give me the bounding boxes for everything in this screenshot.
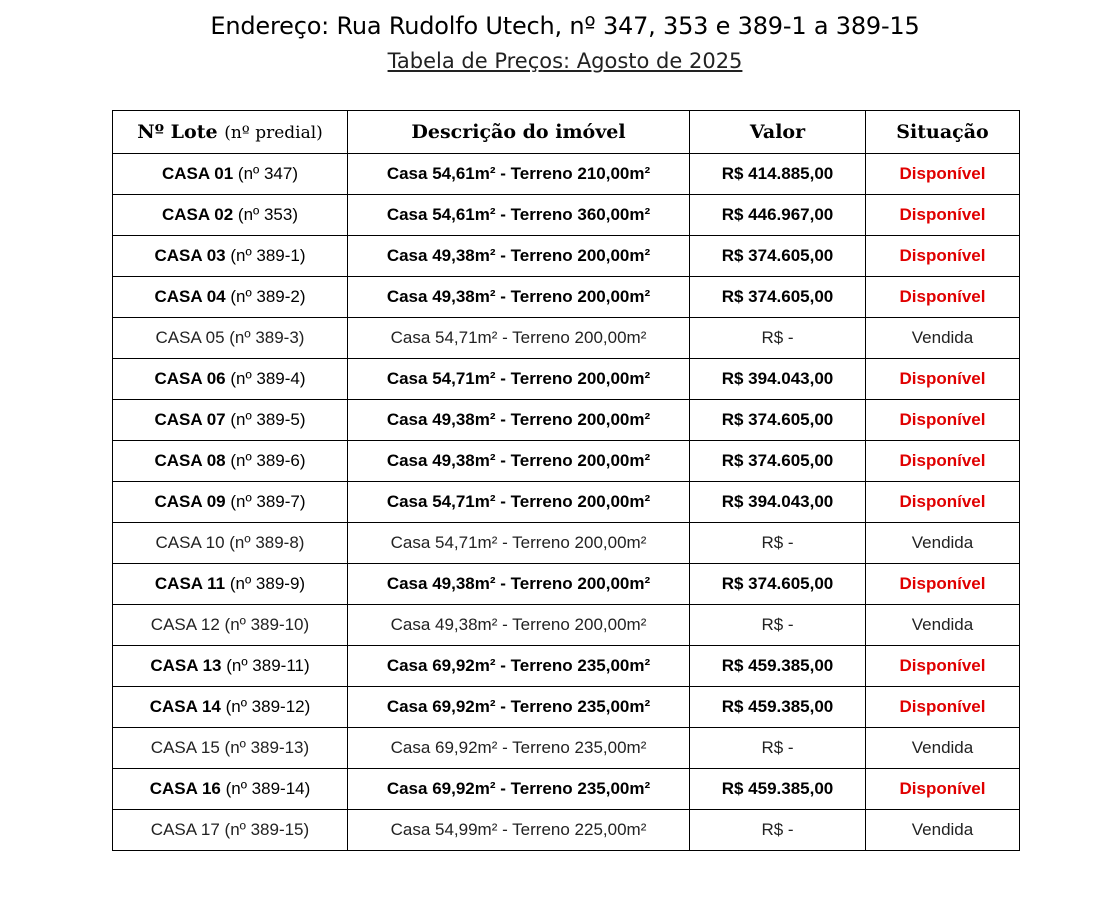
- lote-cell: [113, 195, 348, 236]
- descricao-cell: Casa 49,38m² - Terreno 200,00m²: [348, 277, 690, 318]
- lote-cell: [113, 564, 348, 605]
- situacao-cell: Disponível: [866, 154, 1020, 195]
- lote-cell: [113, 318, 348, 359]
- lote-casa: CASA 04: [154, 287, 226, 306]
- lote-predial: (nº 389-3): [229, 328, 305, 347]
- lote-predial: (nº 389-2): [230, 287, 306, 306]
- lote-predial: (nº 347): [237, 164, 298, 183]
- table-row: [113, 646, 1020, 687]
- table-row: [113, 195, 1020, 236]
- lote-predial: (nº 389-11): [226, 656, 310, 675]
- lote-casa: CASA 09: [154, 492, 226, 511]
- descricao-cell: Casa 69,92m² - Terreno 235,00m²: [348, 769, 690, 810]
- lote-predial: (nº 389-14): [225, 779, 311, 798]
- lote-cell: [113, 523, 348, 564]
- lote-casa: CASA 16: [149, 779, 221, 798]
- lote-predial: (nº 389-6): [230, 451, 306, 470]
- lote-cell: [113, 400, 348, 441]
- valor-cell: R$ 459.385,00: [690, 769, 866, 810]
- lote-predial: (nº 389-1): [230, 246, 306, 265]
- table-row: [113, 441, 1020, 482]
- situacao-cell: Vendida: [866, 810, 1020, 851]
- valor-cell: R$ 394.043,00: [690, 482, 866, 523]
- header-descricao: Descrição do imóvel: [348, 111, 690, 154]
- descricao-cell: Casa 54,99m² - Terreno 225,00m²: [348, 810, 690, 851]
- valor-cell: R$ 459.385,00: [690, 646, 866, 687]
- valor-cell: R$ 446.967,00: [690, 195, 866, 236]
- valor-cell: R$ -: [690, 810, 866, 851]
- header-lote: [113, 111, 348, 154]
- situacao-cell: Disponível: [866, 359, 1020, 400]
- lote-cell: [113, 605, 348, 646]
- lote-predial: (nº 389-12): [225, 697, 311, 716]
- lote-predial: (nº 389-8): [229, 533, 305, 552]
- table-row: [113, 564, 1020, 605]
- table-row: [113, 687, 1020, 728]
- situacao-cell: Disponível: [866, 482, 1020, 523]
- valor-cell: R$ 394.043,00: [690, 359, 866, 400]
- table-row: [113, 318, 1020, 359]
- lote-cell: [113, 810, 348, 851]
- lote-casa: CASA 08: [154, 451, 226, 470]
- valor-cell: R$ 374.605,00: [690, 441, 866, 482]
- valor-cell: R$ 374.605,00: [690, 236, 866, 277]
- table-row: [113, 154, 1020, 195]
- situacao-cell: Vendida: [866, 318, 1020, 359]
- table-row: [113, 482, 1020, 523]
- lote-casa: CASA 07: [154, 410, 226, 429]
- valor-cell: R$ -: [690, 318, 866, 359]
- lote-cell: [113, 154, 348, 195]
- table-row: [113, 605, 1020, 646]
- valor-cell: R$ 374.605,00: [690, 564, 866, 605]
- lote-casa: CASA 06: [154, 369, 226, 388]
- situacao-cell: Disponível: [866, 441, 1020, 482]
- page-subtitle: Tabela de Preços: Agosto de 2025: [387, 49, 743, 73]
- situacao-cell: Disponível: [866, 400, 1020, 441]
- header-valor: Valor: [690, 111, 866, 154]
- header-lote-sublabel: (nº predial): [224, 123, 323, 143]
- lote-cell: [113, 728, 348, 769]
- lote-predial: (nº 389-15): [224, 820, 310, 839]
- descricao-cell: Casa 54,71m² - Terreno 200,00m²: [348, 482, 690, 523]
- table-row: [113, 359, 1020, 400]
- lote-predial: (nº 389-5): [230, 410, 306, 429]
- situacao-cell: Disponível: [866, 564, 1020, 605]
- table-row: [113, 728, 1020, 769]
- lote-casa: CASA 11: [154, 574, 226, 593]
- valor-cell: R$ 414.885,00: [690, 154, 866, 195]
- descricao-cell: Casa 49,38m² - Terreno 200,00m²: [348, 441, 690, 482]
- table-row: [113, 236, 1020, 277]
- descricao-cell: Casa 69,92m² - Terreno 235,00m²: [348, 646, 690, 687]
- lote-predial: (nº 389-10): [224, 615, 310, 634]
- lote-casa: CASA 10: [155, 533, 225, 552]
- descricao-cell: Casa 49,38m² - Terreno 200,00m²: [348, 400, 690, 441]
- table-row: [113, 277, 1020, 318]
- descricao-cell: Casa 54,71m² - Terreno 200,00m²: [348, 523, 690, 564]
- situacao-cell: Disponível: [866, 769, 1020, 810]
- descricao-cell: Casa 69,92m² - Terreno 235,00m²: [348, 728, 690, 769]
- lote-predial: (nº 389-9): [229, 574, 306, 593]
- situacao-cell: Disponível: [866, 646, 1020, 687]
- descricao-cell: Casa 49,38m² - Terreno 200,00m²: [348, 564, 690, 605]
- descricao-cell: Casa 54,61m² - Terreno 360,00m²: [348, 195, 690, 236]
- valor-cell: R$ 459.385,00: [690, 687, 866, 728]
- valor-cell: R$ 374.605,00: [690, 400, 866, 441]
- descricao-cell: Casa 69,92m² - Terreno 235,00m²: [348, 687, 690, 728]
- descricao-cell: Casa 49,38m² - Terreno 200,00m²: [348, 605, 690, 646]
- table-row: [113, 769, 1020, 810]
- table-body: [113, 154, 1020, 851]
- situacao-cell: Vendida: [866, 523, 1020, 564]
- situacao-cell: Disponível: [866, 687, 1020, 728]
- situacao-cell: Disponível: [866, 195, 1020, 236]
- situacao-cell: Disponível: [866, 236, 1020, 277]
- lote-casa: CASA 15: [150, 738, 220, 757]
- table-row: [113, 523, 1020, 564]
- lote-cell: [113, 441, 348, 482]
- lote-cell: [113, 687, 348, 728]
- price-table: [112, 110, 1020, 851]
- lote-cell: [113, 236, 348, 277]
- valor-cell: R$ -: [690, 605, 866, 646]
- descricao-cell: Casa 49,38m² - Terreno 200,00m²: [348, 236, 690, 277]
- lote-predial: (nº 389-4): [230, 369, 306, 388]
- lote-predial: (nº 389-13): [224, 738, 310, 757]
- page-title: Endereço: Rua Rudolfo Utech, nº 347, 353 e 389-1 a 389-15: [210, 12, 920, 40]
- lote-casa: CASA 03: [154, 246, 226, 265]
- situacao-cell: Vendida: [866, 605, 1020, 646]
- situacao-cell: Vendida: [866, 728, 1020, 769]
- valor-cell: R$ -: [690, 728, 866, 769]
- lote-cell: [113, 482, 348, 523]
- table-header-row: [113, 111, 1020, 154]
- descricao-cell: Casa 54,61m² - Terreno 210,00m²: [348, 154, 690, 195]
- header-situacao: Situação: [866, 111, 1020, 154]
- lote-cell: [113, 359, 348, 400]
- lote-predial: (nº 353): [237, 205, 298, 224]
- header-lote-label: Nº Lote: [137, 121, 218, 143]
- lote-cell: [113, 277, 348, 318]
- lote-casa: CASA 13: [150, 656, 222, 675]
- lote-casa: CASA 12: [150, 615, 220, 634]
- descricao-cell: Casa 54,71m² - Terreno 200,00m²: [348, 318, 690, 359]
- lote-casa: CASA 17: [150, 820, 220, 839]
- table-row: [113, 400, 1020, 441]
- situacao-cell: Disponível: [866, 277, 1020, 318]
- lote-casa: CASA 05: [155, 328, 225, 347]
- lote-predial: (nº 389-7): [230, 492, 306, 511]
- valor-cell: R$ -: [690, 523, 866, 564]
- lote-casa: CASA 14: [149, 697, 221, 716]
- lote-cell: [113, 769, 348, 810]
- table-row: [113, 810, 1020, 851]
- descricao-cell: Casa 54,71m² - Terreno 200,00m²: [348, 359, 690, 400]
- lote-casa: CASA 02: [162, 205, 234, 224]
- lote-cell: [113, 646, 348, 687]
- valor-cell: R$ 374.605,00: [690, 277, 866, 318]
- lote-casa: CASA 01: [162, 164, 234, 183]
